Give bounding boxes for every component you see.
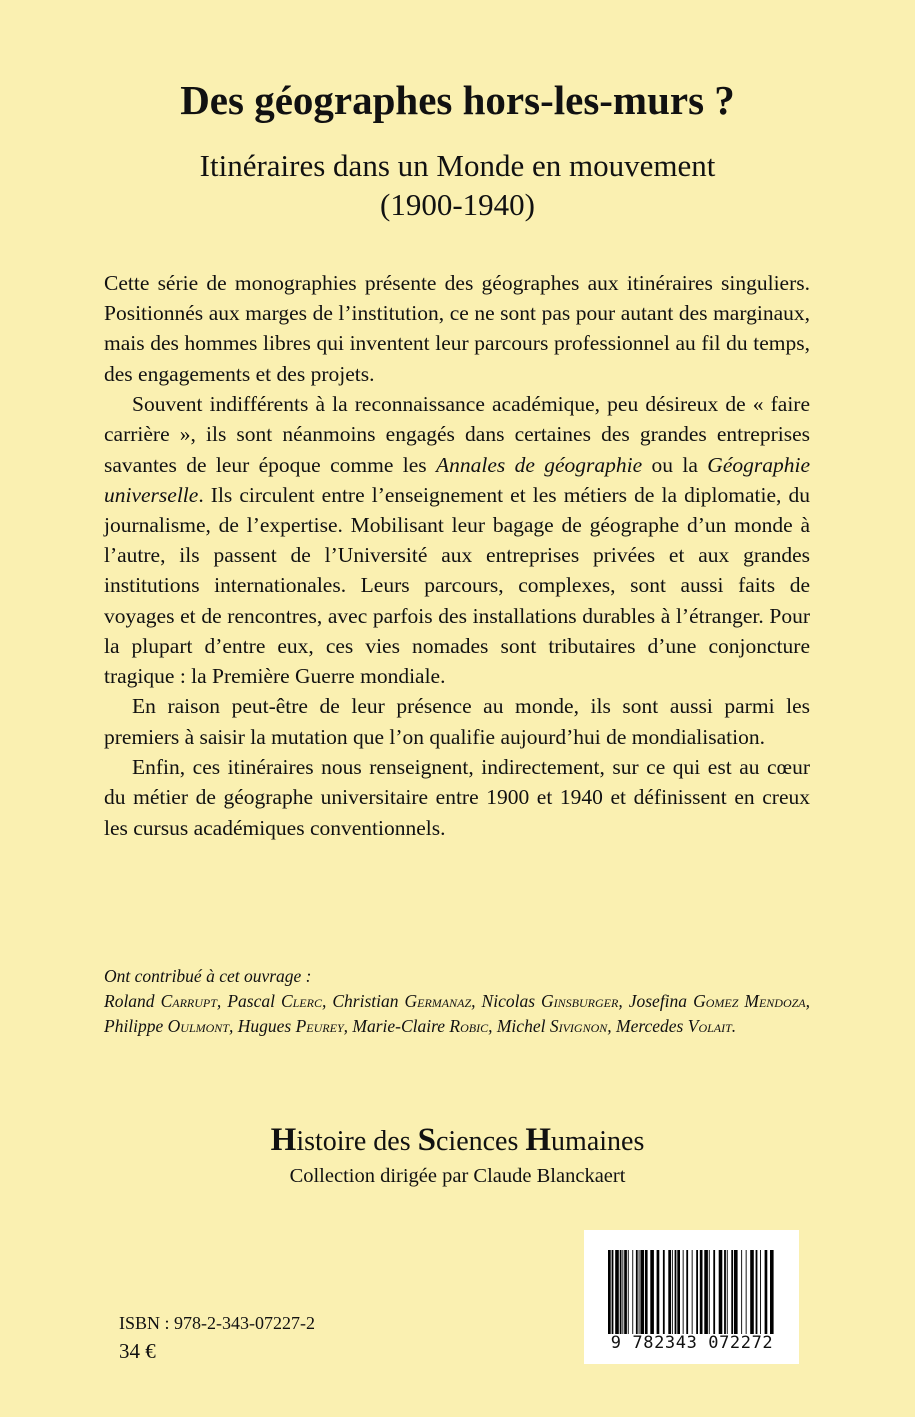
barcode-bar bbox=[750, 1250, 754, 1334]
barcode-bar bbox=[709, 1250, 710, 1334]
series-word-istoire: istoire des bbox=[296, 1126, 418, 1157]
barcode-bar bbox=[650, 1250, 654, 1334]
series-initial-s: S bbox=[417, 1122, 436, 1158]
barcode-bar bbox=[686, 1250, 688, 1334]
barcode-bar bbox=[657, 1250, 660, 1334]
barcode-bar bbox=[724, 1250, 726, 1334]
contributor-name: Marie-Claire Robic bbox=[352, 1016, 489, 1036]
barcode-bar bbox=[624, 1250, 627, 1334]
barcode-bar bbox=[760, 1250, 761, 1334]
barcode-bar bbox=[734, 1250, 738, 1334]
contributor-name: Philippe Oulmont bbox=[104, 1016, 229, 1036]
barcode-bar bbox=[731, 1250, 733, 1334]
barcode-bar bbox=[756, 1250, 758, 1334]
barcode-bar bbox=[713, 1250, 715, 1334]
contributors-list: Roland Carrupt, Pascal Clerc, Christian Germanaz, Nicolas Ginsburger, Josefina Gomez Mendoza, Philippe Oulmont, Hugues Peurey, Marie-Claire Robic, Michel Sivignon, Mercedes Volait. bbox=[104, 991, 811, 1036]
barcode-bar bbox=[672, 1250, 673, 1334]
barcode-bar bbox=[700, 1250, 703, 1334]
barcode-bar bbox=[696, 1250, 698, 1334]
isbn-text: ISBN : 978-2-343-07227-2 bbox=[119, 1313, 315, 1333]
contributor-name: Mercedes Volait bbox=[616, 1016, 732, 1036]
contributors-heading: Ont contribué à cet ouvrage : bbox=[104, 966, 312, 986]
series-initial-h: H bbox=[270, 1122, 297, 1158]
contributor-name: Josefina Gomez Mendoza bbox=[628, 991, 806, 1011]
barcode-bar bbox=[628, 1250, 629, 1334]
barcode-bar bbox=[677, 1250, 680, 1334]
series-word-ciences: ciences bbox=[435, 1126, 526, 1157]
contributor-name: Hugues Peurey bbox=[237, 1016, 344, 1036]
barcode-bar bbox=[692, 1250, 693, 1334]
contributor-name: Michel Sivignon bbox=[496, 1016, 608, 1036]
barcode-bar bbox=[608, 1250, 611, 1334]
blurb-p2-text-c: . Ils circulent entre l’enseignement et les métiers de la diplomatie, du journalisme, de l’expertise. Mobilisant leur bagage de géographe d’un monde à l’autre, ils passent de l’Université aux entreprises privées et aux grandes institutions internationales. Leurs parcours, complexes, sont aussi faits de voyages et de rencontres, avec parfois des installations durables à l’étranger. Pour la plupart d’entre eux, ces vies nomades sont tributaires d’une conjoncture tragique : la Première Guerre mondiale. bbox=[104, 482, 810, 688]
blurb-p2-text-b: ou la bbox=[642, 452, 708, 477]
barcode bbox=[584, 1230, 799, 1364]
series-title bbox=[0, 1119, 915, 1163]
blurb-paragraph-3: En raison peut-être de leur présence au monde, ils sont aussi parmi les premiers à saisir la mutation que l’on qualifie aujourd’hui de mondialisation. bbox=[104, 694, 810, 749]
barcode-digits: 9 782343 072272 bbox=[610, 1333, 774, 1353]
blurb bbox=[104, 268, 810, 843]
subtitle-line-1: Itinéraires dans un Monde en mouvement bbox=[199, 148, 716, 183]
barcode-bar bbox=[645, 1250, 648, 1334]
subtitle bbox=[0, 146, 915, 224]
barcode-bar bbox=[675, 1250, 677, 1334]
barcode-bar bbox=[632, 1250, 633, 1334]
subtitle-date-range: (1900-1940) bbox=[380, 187, 535, 222]
contributor-name: Roland Carrupt bbox=[104, 991, 217, 1011]
barcode-bar bbox=[663, 1250, 665, 1334]
barcode-bar bbox=[612, 1250, 614, 1334]
barcode-bar bbox=[636, 1250, 638, 1334]
barcode-bar bbox=[668, 1250, 671, 1334]
price-text: 34 € bbox=[119, 1339, 156, 1363]
barcode-bar bbox=[741, 1250, 742, 1334]
journal-title-geographie-universelle: Géographie universelle bbox=[104, 452, 810, 507]
barcode-bar bbox=[620, 1250, 622, 1334]
series-initial-h2: H bbox=[525, 1122, 552, 1158]
barcode-bar bbox=[683, 1250, 684, 1334]
barcode-bar bbox=[640, 1250, 644, 1334]
barcode-bar bbox=[615, 1250, 619, 1334]
barcode-bar bbox=[770, 1250, 774, 1334]
barcode-bars-icon bbox=[606, 1250, 776, 1334]
barcode-bar bbox=[765, 1250, 768, 1334]
blurb-p2-text-a: Souvent indifférents à la reconnaissance académique, peu désireux de « faire carrière », ils sont néanmoins engagés dans certaines des grandes entreprises savantes de leur époque comme les bbox=[104, 392, 810, 477]
barcode-bar bbox=[639, 1250, 640, 1334]
blurb-paragraph-2 bbox=[104, 389, 810, 691]
barcode-bar bbox=[622, 1250, 623, 1334]
blurb-paragraph-1: Cette série de monographies présente des géographes aux itinéraires singuliers. Positionnés aux marges de l’institution, ce ne sont pas pour autant des marginaux, mais des hommes libres qui inventent leur parcours professionnel au fil du temps, des engagements et des projets. bbox=[104, 271, 810, 386]
barcode-bar bbox=[727, 1250, 728, 1334]
barcode-bar bbox=[704, 1250, 708, 1334]
blurb-paragraph-4: Enfin, ces itinéraires nous renseignent, indirectement, sur ce qui est au cœur du métier de géographe universitaire entre 1900 et 1940 et définissent en creux les cursus académiques conventionnels. bbox=[104, 755, 810, 840]
contributor-name: Pascal Clerc bbox=[227, 991, 322, 1011]
series-block bbox=[0, 1119, 915, 1189]
contributor-name: Nicolas Ginsburger bbox=[481, 991, 619, 1011]
barcode-bar bbox=[719, 1250, 723, 1334]
contributor-name: Christian Germanaz bbox=[332, 991, 472, 1011]
journal-title-annales: Annales de géographie bbox=[435, 452, 643, 477]
book-title: Des géographes hors-les-murs ? bbox=[180, 77, 735, 123]
series-word-umaines: umaines bbox=[551, 1126, 645, 1157]
contributors bbox=[104, 964, 810, 1039]
barcode-bar bbox=[746, 1250, 747, 1334]
series-editor: Collection dirigée par Claude Blanckaert bbox=[289, 1165, 626, 1187]
